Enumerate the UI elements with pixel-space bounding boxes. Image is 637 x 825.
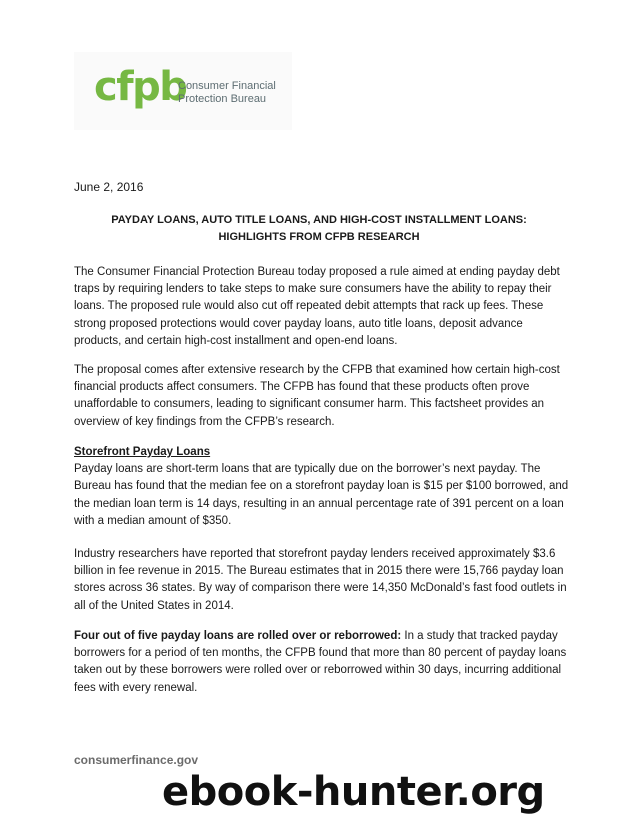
text-line: with a median amount of $350. [74, 514, 232, 527]
title-line-1: PAYDAY LOANS, AUTO TITLE LOANS, AND HIGH-COST INSTALLMENT LOANS: [111, 214, 527, 226]
text-line: strong proposed protections would cover payday loans, auto title loans, deposit advance [74, 317, 523, 330]
paragraph-intro [74, 264, 574, 350]
title-line-2: HIGHLIGHTS FROM CFPB RESEARCH [218, 231, 420, 243]
document-title [74, 212, 564, 246]
paragraph-research [74, 362, 574, 431]
text-line: Industry researchers have reported that storefront payday lenders received approximately $3.6 [74, 548, 556, 560]
text-line: fees with every renewal. [74, 681, 198, 694]
text-line: Payday loans are short-term loans that are typically due on the borrower’s next payday. The [74, 463, 541, 476]
logo-line-2: Protection Bureau [178, 93, 267, 105]
text-line: The Consumer Financial Protection Bureau today proposed a rule aimed at ending payday debt [74, 266, 560, 278]
cfpb-logo-mark: cfpb [94, 64, 187, 110]
text-line: the median loan term is 14 days, resulting in an annual percentage rate of 391 percent on a loan [74, 497, 564, 510]
logo-line-1: Consumer Financial [178, 80, 276, 92]
text-line: products, and certain high-cost installment and open-end loans. [74, 334, 398, 347]
document-date: June 2, 2016 [74, 180, 144, 194]
text-line: borrowers for a period of ten months, the CFPB found that more than 80 percent of payday loans [74, 647, 567, 660]
rollover-lead: Four out of five payday loans are rolled over or reborrowed: [74, 630, 402, 642]
text-line: taken out by these borrowers were rolled over or reborrowed within 30 days, incurring additional [74, 664, 562, 677]
watermark: ebook-hunter.org [162, 769, 545, 815]
text-line: overview of key findings from the CFPB’s research. [74, 415, 335, 428]
text-line: stores across 36 states. By way of comparison there were 14,350 McDonald’s fast food outlets in [74, 582, 567, 595]
rollover-text: In a study that tracked payday [401, 630, 558, 642]
text-line: all of the United States in 2014. [74, 599, 234, 612]
text-line: billion in fee revenue in 2015. The Bureau estimates that in 2015 there were 15,766 payday loan [74, 565, 564, 578]
paragraph-rollover [74, 628, 574, 697]
text-line: Bureau has found that the median fee on a storefront payday loan is $15 per $100 borrowed, and [74, 480, 569, 493]
footer-url: consumerfinance.gov [74, 753, 199, 767]
paragraph-industry [74, 546, 574, 615]
cfpb-logo-text [178, 80, 276, 106]
text-line: loans. The proposed rule would also cut off repeated debit attempts that rack up fees. These [74, 300, 544, 313]
text-line: financial products affect consumers. The CFPB has found that these products often prove [74, 381, 530, 394]
cfpb-logo [74, 52, 292, 130]
section-heading: Storefront Payday Loans [74, 446, 211, 458]
text-line: The proposal comes after extensive research by the CFPB that examined how certain high-cost [74, 364, 560, 376]
section-storefront-payday [74, 444, 574, 530]
text-line: unaffordable to consumers, leading to significant consumer harm. This factsheet provides an [74, 398, 545, 411]
text-line [74, 628, 574, 645]
text-line: traps by requiring lenders to take steps to make sure consumers have the ability to repay their [74, 283, 552, 296]
